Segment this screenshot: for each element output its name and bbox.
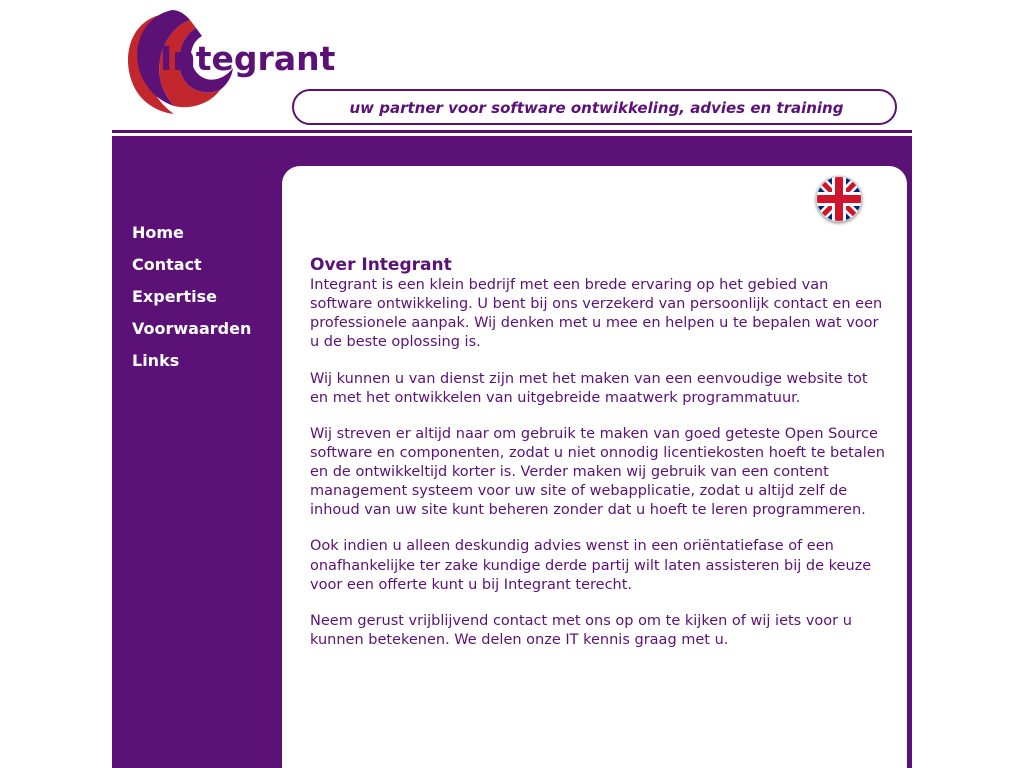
sidebar-item-home[interactable]: Home [132,223,184,242]
header-divider [112,130,912,133]
sidebar-nav [132,224,282,384]
article-body [310,276,888,667]
page-title: Over Integrant [310,255,452,276]
content-card [282,166,907,768]
body-panel [112,136,912,768]
logo-wordmark: Integrant [160,39,336,78]
sidebar-item-voorwaarden[interactable]: Voorwaarden [132,319,252,338]
tagline-banner [292,89,897,125]
paragraph-3: Wij streven er altijd naar om gebruik te maken van goed geteste Open Source software en componenten, zodat u niet onnodig licentiekosten hoeft te betalen en de ontwikkeltijd korter is. Verder maken wij gebruik van een content management systeem voor uw site of webapplicatie, zodat u altijd zelf de inhoud van uw site kunt beheren zonder dat u hoeft te leren programmeren. [310,425,885,519]
paragraph-5: Neem gerust vrijblijvend contact met ons op om te kijken of wij iets voor u kunnen betekenen. We delen onze IT kennis graag met u. [310,612,852,648]
sidebar-item-links[interactable]: Links [132,351,180,370]
sidebar-item-contact[interactable]: Contact [132,255,202,274]
site-logo[interactable] [112,6,336,118]
uk-flag-glyph [816,176,862,222]
paragraph-2: Wij kunnen u van dienst zijn met het maken van een eenvoudige website tot en met het ontwikkelen van uitgebreide maatwerk programmatuur. [310,370,868,406]
paragraph-1: Integrant is een klein bedrijf met een brede ervaring op het gebied van software ontwikkeling. U bent bij ons verzekerd van persoonlijk contact en een professionele aanpak. Wij denken met u mee en helpen u te bepalen wat voor u de beste oplossing is. [310,277,883,351]
uk-flag-icon[interactable] [816,176,862,222]
paragraph-4: Ook indien u alleen deskundig advies wenst in een oriëntatiefase of een onafhankelijke ter zake kundige derde partij wilt laten assisteren bij de keuze voor een offerte kunt u bij Integrant terecht. [310,538,872,593]
tagline-text: uw partner voor software ontwikkeling, advies en training [349,99,844,117]
sidebar-item-expertise[interactable]: Expertise [132,287,217,306]
site-header [0,0,1024,136]
